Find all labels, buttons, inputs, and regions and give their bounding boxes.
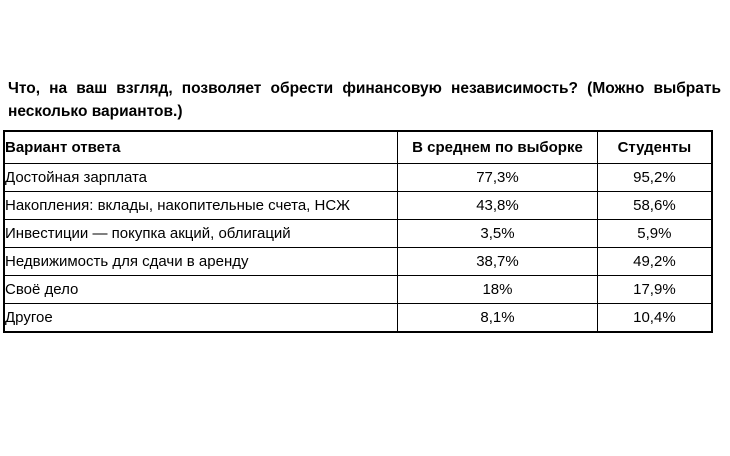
table-header-row — [4, 131, 712, 164]
option-cell: Другое — [4, 304, 398, 333]
students-cell: 5,9% — [597, 220, 712, 248]
students-cell: 17,9% — [597, 276, 712, 304]
survey-results-table — [3, 130, 713, 333]
table-row — [4, 220, 712, 248]
table-row — [4, 276, 712, 304]
average-cell: 43,8% — [398, 192, 598, 220]
students-cell: 95,2% — [597, 164, 712, 192]
students-cell: 10,4% — [597, 304, 712, 333]
table-row — [4, 192, 712, 220]
header-option-column: Вариант ответа — [4, 131, 398, 164]
students-cell: 49,2% — [597, 248, 712, 276]
option-cell: Инвестиции — покупка акций, облигаций — [4, 220, 398, 248]
table-row — [4, 248, 712, 276]
option-cell: Недвижимость для сдачи в аренду — [4, 248, 398, 276]
average-cell: 18% — [398, 276, 598, 304]
students-cell: 58,6% — [597, 192, 712, 220]
average-cell: 3,5% — [398, 220, 598, 248]
table-row — [4, 304, 712, 333]
option-cell: Достойная зарплата — [4, 164, 398, 192]
average-cell: 38,7% — [398, 248, 598, 276]
average-cell: 77,3% — [398, 164, 598, 192]
table-row — [4, 164, 712, 192]
average-cell: 8,1% — [398, 304, 598, 333]
option-cell: Своё дело — [4, 276, 398, 304]
header-students-column: Студенты — [597, 131, 712, 164]
header-average-column: В среднем по выборке — [398, 131, 598, 164]
survey-question-text: Что, на ваш взгляд, позволяет обрести финансовую независимость? (Можно выбрать несколько вариантов.) — [8, 80, 721, 120]
option-cell: Накопления: вклады, накопительные счета, НСЖ — [4, 192, 398, 220]
